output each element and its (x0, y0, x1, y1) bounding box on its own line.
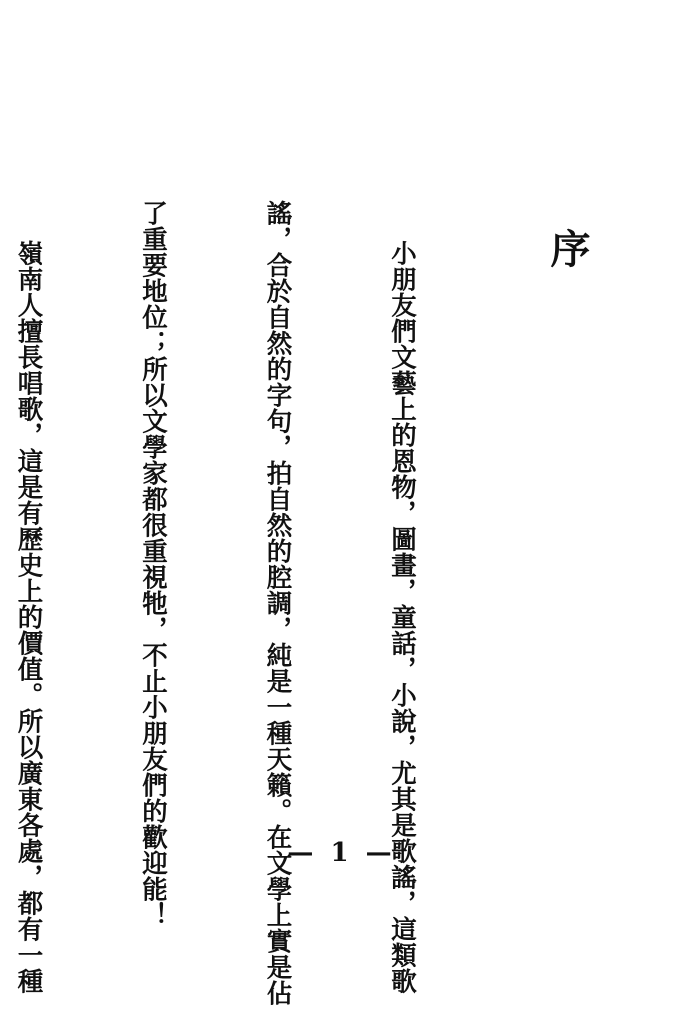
vertical-body-text (0, 200, 505, 1006)
page-title: 序 (544, 228, 591, 268)
text-column: 謠，合於自然的字句，拍自然的腔調，純是一種天籟。在文學上實是佔 (262, 200, 293, 1006)
text-column: 嶺南人擅長唱歌，這是有歷史上的價值。所以廣東各處，都有一種 (13, 240, 44, 994)
page-number: — 1 — (287, 838, 396, 868)
text-column: 了重要地位；所以文學家都很重視牠，不止小朋友們的歡迎能！ (138, 200, 168, 928)
text-column: 小朋友們文藝上的恩物，圖畫，童話，小說，尤其是歌謠，這類歌 (387, 240, 417, 994)
